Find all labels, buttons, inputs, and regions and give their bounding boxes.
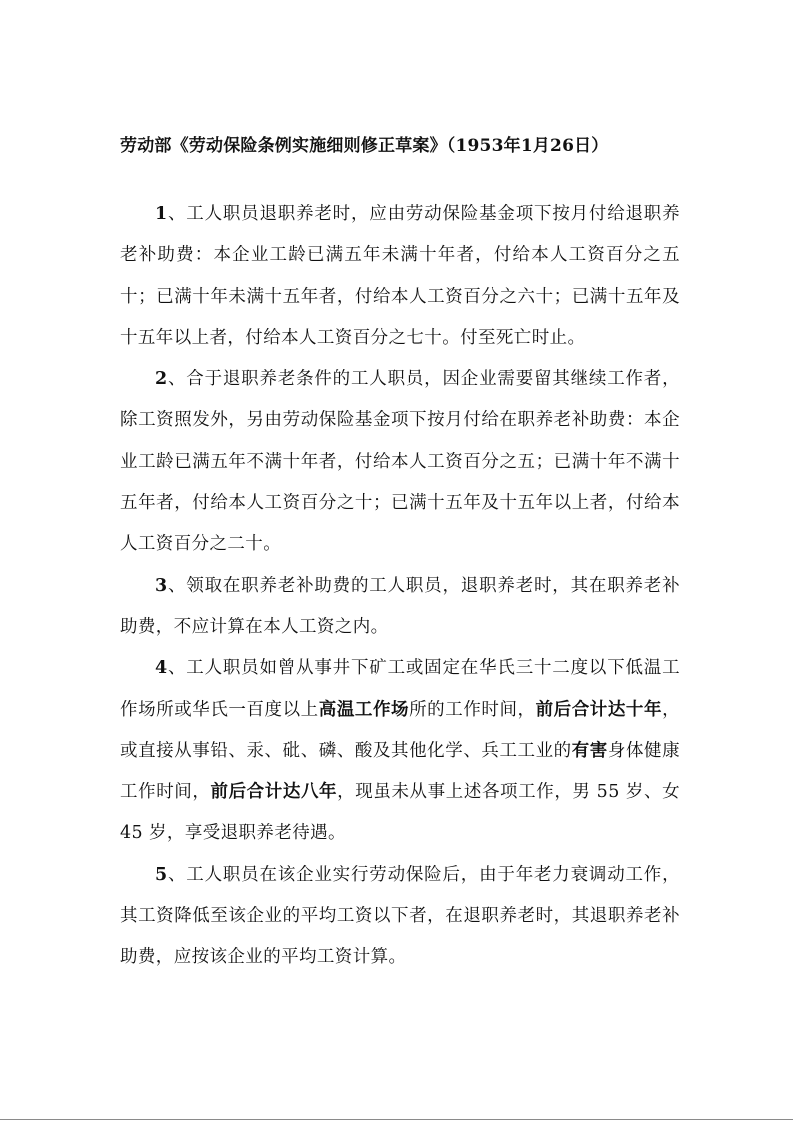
paragraph-5 bbox=[120, 855, 680, 979]
paragraph-number: 4 bbox=[155, 658, 168, 679]
paragraph-number: 1 bbox=[155, 204, 168, 224]
paragraph-text: ，现虽未从事上述各项工作，男 55 岁、女 45 岁，享受退职养老待遇。 bbox=[120, 782, 680, 844]
emphasized-text: 前后合计达十年 bbox=[535, 699, 663, 720]
document-title: 劳动部《劳动保险条例实施细则修正草案》（1953年1月26日） bbox=[120, 136, 609, 156]
paragraph-text: 所的工作时间， bbox=[409, 699, 536, 720]
paragraph-text: 、工人职员在该企业实行劳动保险后，由于年老力衰调动工作，其工资降低至该企业的平均工资以下者，在退职养老时，其退职养老补助费，应按该企业的平均工资计算。 bbox=[120, 864, 680, 968]
paragraph-number: 2 bbox=[155, 369, 168, 390]
paragraph-text: 身体健康工作时间， bbox=[120, 740, 680, 803]
paragraph-text: ，或直接从事铅、汞、砒、磷、酸及其他化学、兵工工业的 bbox=[120, 699, 680, 761]
document-body bbox=[120, 194, 680, 979]
paragraph-4 bbox=[120, 648, 680, 854]
emphasized-text: 有害 bbox=[571, 740, 608, 761]
paragraph-number: 5 bbox=[155, 864, 168, 885]
emphasized-text: 高温工作场 bbox=[318, 699, 410, 720]
paragraph-text: 、工人职员退职养老时，应由劳动保险基金项下按月付给退职养老补助费：本企业工龄已满五年未满十年者，付给本人工资百分之五十；已满十年未满十五年者，付给本人工资百分之六十；已满十五年及十五年以上者，付给本人工资百分之七十。付至死亡时止。 bbox=[120, 204, 680, 348]
paragraph-text: 、合于退职养老条件的工人职员，因企业需要留其继续工作者，除工资照发外，另由劳动保险基金项下按月付给在职养老补助费：本企业工龄已满五年不满十年者，付给本人工资百分之五；已满十年不满十五年者，付给本人工资百分之十；已满十五年及十五年以上者，付给本人工资百分之二十。 bbox=[120, 369, 680, 555]
paragraph-2 bbox=[120, 359, 680, 565]
paragraph-text: 、领取在职养老补助费的工人职员，退职养老时，其在职养老补助费，不应计算在本人工资之内。 bbox=[120, 575, 680, 637]
emphasized-text: 前后合计达八年 bbox=[210, 782, 338, 803]
paragraph-1 bbox=[120, 194, 680, 359]
page-bottom-rule bbox=[0, 1119, 793, 1120]
paragraph-3 bbox=[120, 566, 680, 649]
paragraph-number: 3 bbox=[155, 575, 168, 596]
paragraph-text: 、工人职员如曾从事井下矿工或固定在华氏三十二度以下低温工作场所或华氏一百度以上 bbox=[120, 658, 680, 720]
